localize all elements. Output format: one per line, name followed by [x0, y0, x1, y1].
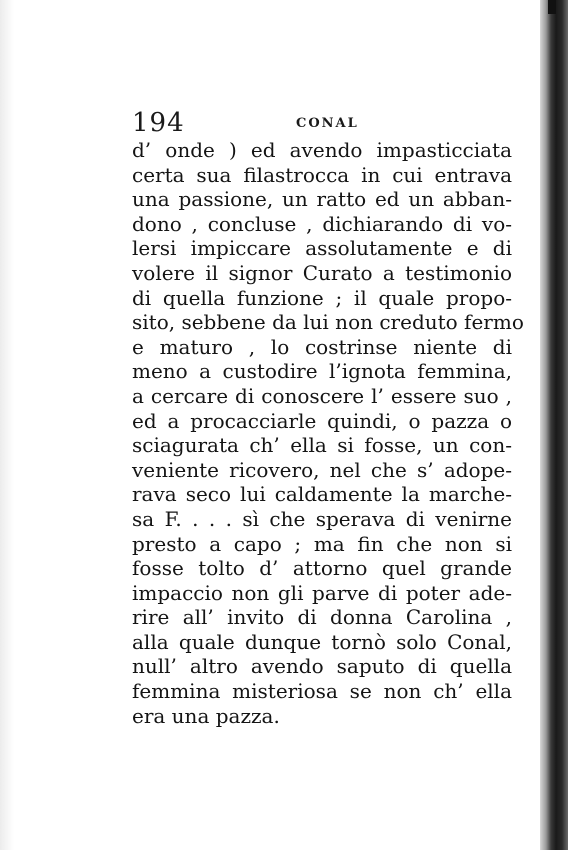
text-line: femmina misteriosa se non ch’ ella: [132, 679, 512, 704]
text-line: null’ altro avendo saputo di quella: [132, 654, 512, 679]
text-line: veniente ricovero, nel che s’ adope-: [132, 457, 512, 482]
text-line: di quella funzione ; il quale propo-: [132, 285, 512, 310]
page-number: 194: [132, 108, 185, 138]
binding-edge: [540, 0, 568, 850]
text-line: sa F. . . . sì che sperava di venirne: [132, 506, 512, 531]
page-header: [132, 108, 510, 140]
text-line: impaccio non gli parve di poter ade-: [132, 580, 512, 605]
text-line: era una pazza.: [132, 703, 280, 728]
binding-mark: [548, 0, 556, 14]
text-line: sito, sebbene da lui non creduto fermo: [132, 310, 524, 335]
text-line: rire all’ invito di donna Carolina ,: [132, 605, 512, 630]
running-title: CONAL: [296, 116, 359, 131]
text-line: sciagurata ch’ ella si fosse, un con-: [132, 433, 512, 458]
text-line: una passione, un ratto ed un abban-: [132, 187, 512, 212]
text-line: alla quale dunque tornò solo Conal,: [132, 629, 512, 654]
text-line: e maturo , lo costrinse niente di: [132, 334, 512, 359]
text-line: a cercare di conoscere l’ essere suo ,: [132, 383, 512, 408]
text-line: dono , concluse , dichiarando di vo-: [132, 211, 512, 236]
text-line: lersi impiccare assolutamente e di: [132, 236, 512, 261]
text-line: rava seco lui caldamente la marche-: [132, 482, 512, 507]
text-line: d’ onde ) ed avendo impasticciata: [132, 138, 512, 162]
text-line: fosse tolto d’ attorno quel grande: [132, 556, 512, 581]
text-line: volere il signor Curato a testimonio: [132, 260, 512, 285]
text-line: meno a custodire l’ignota femmina,: [132, 359, 512, 384]
body-text: [132, 138, 524, 728]
text-line: presto a capo ; ma fin che non si: [132, 531, 512, 556]
text-line: certa sua filastrocca in cui entrava: [132, 162, 512, 187]
text-line: ed a procacciarle quindi, o pazza o: [132, 408, 512, 433]
page-shadow: [0, 0, 14, 850]
